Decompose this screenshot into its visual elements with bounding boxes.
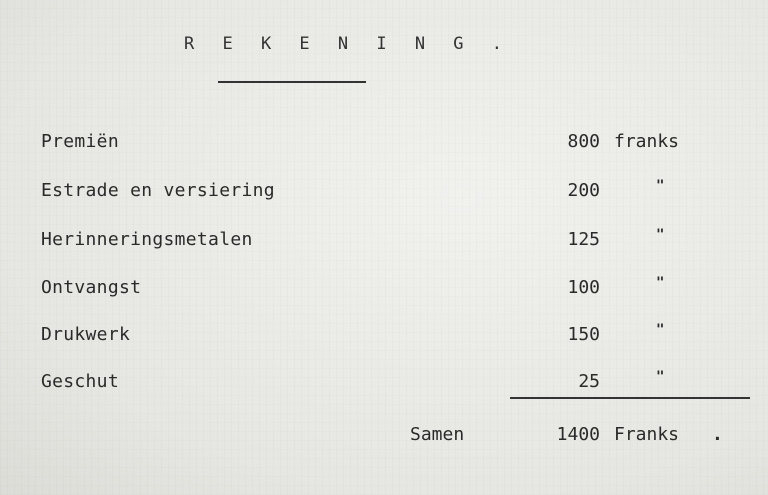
total-unit: Franks	[614, 424, 680, 445]
item-unit: franks	[614, 131, 680, 152]
ditto-mark: "	[656, 178, 665, 194]
total-amount: 1400	[556, 424, 600, 445]
item-label: Estrade en versiering	[41, 180, 275, 201]
ditto-mark: "	[656, 227, 665, 243]
ditto-mark: "	[656, 322, 665, 338]
document-title: R E K E N I N G .	[184, 34, 511, 54]
item-amount: 25	[578, 371, 600, 392]
item-label: Premiën	[41, 131, 119, 152]
ditto-mark: "	[656, 275, 665, 291]
item-label: Geschut	[41, 371, 119, 392]
item-label: Drukwerk	[41, 324, 131, 345]
line-item	[0, 229, 768, 259]
item-label: Ontvangst	[41, 277, 142, 298]
ditto-mark: "	[656, 369, 665, 385]
line-item	[0, 324, 768, 354]
line-item	[0, 277, 768, 307]
item-amount: 150	[567, 324, 600, 345]
item-amount: 100	[567, 277, 600, 298]
total-end-mark: .	[712, 424, 723, 445]
item-amount: 125	[567, 229, 600, 250]
line-item	[0, 131, 768, 161]
sum-rule	[510, 397, 750, 399]
line-item	[0, 180, 768, 210]
title-underline	[218, 81, 366, 83]
item-amount: 200	[567, 180, 600, 201]
item-amount: 800	[567, 131, 600, 152]
item-label: Herinneringsmetalen	[41, 229, 253, 250]
total-label: Samen	[410, 424, 465, 445]
